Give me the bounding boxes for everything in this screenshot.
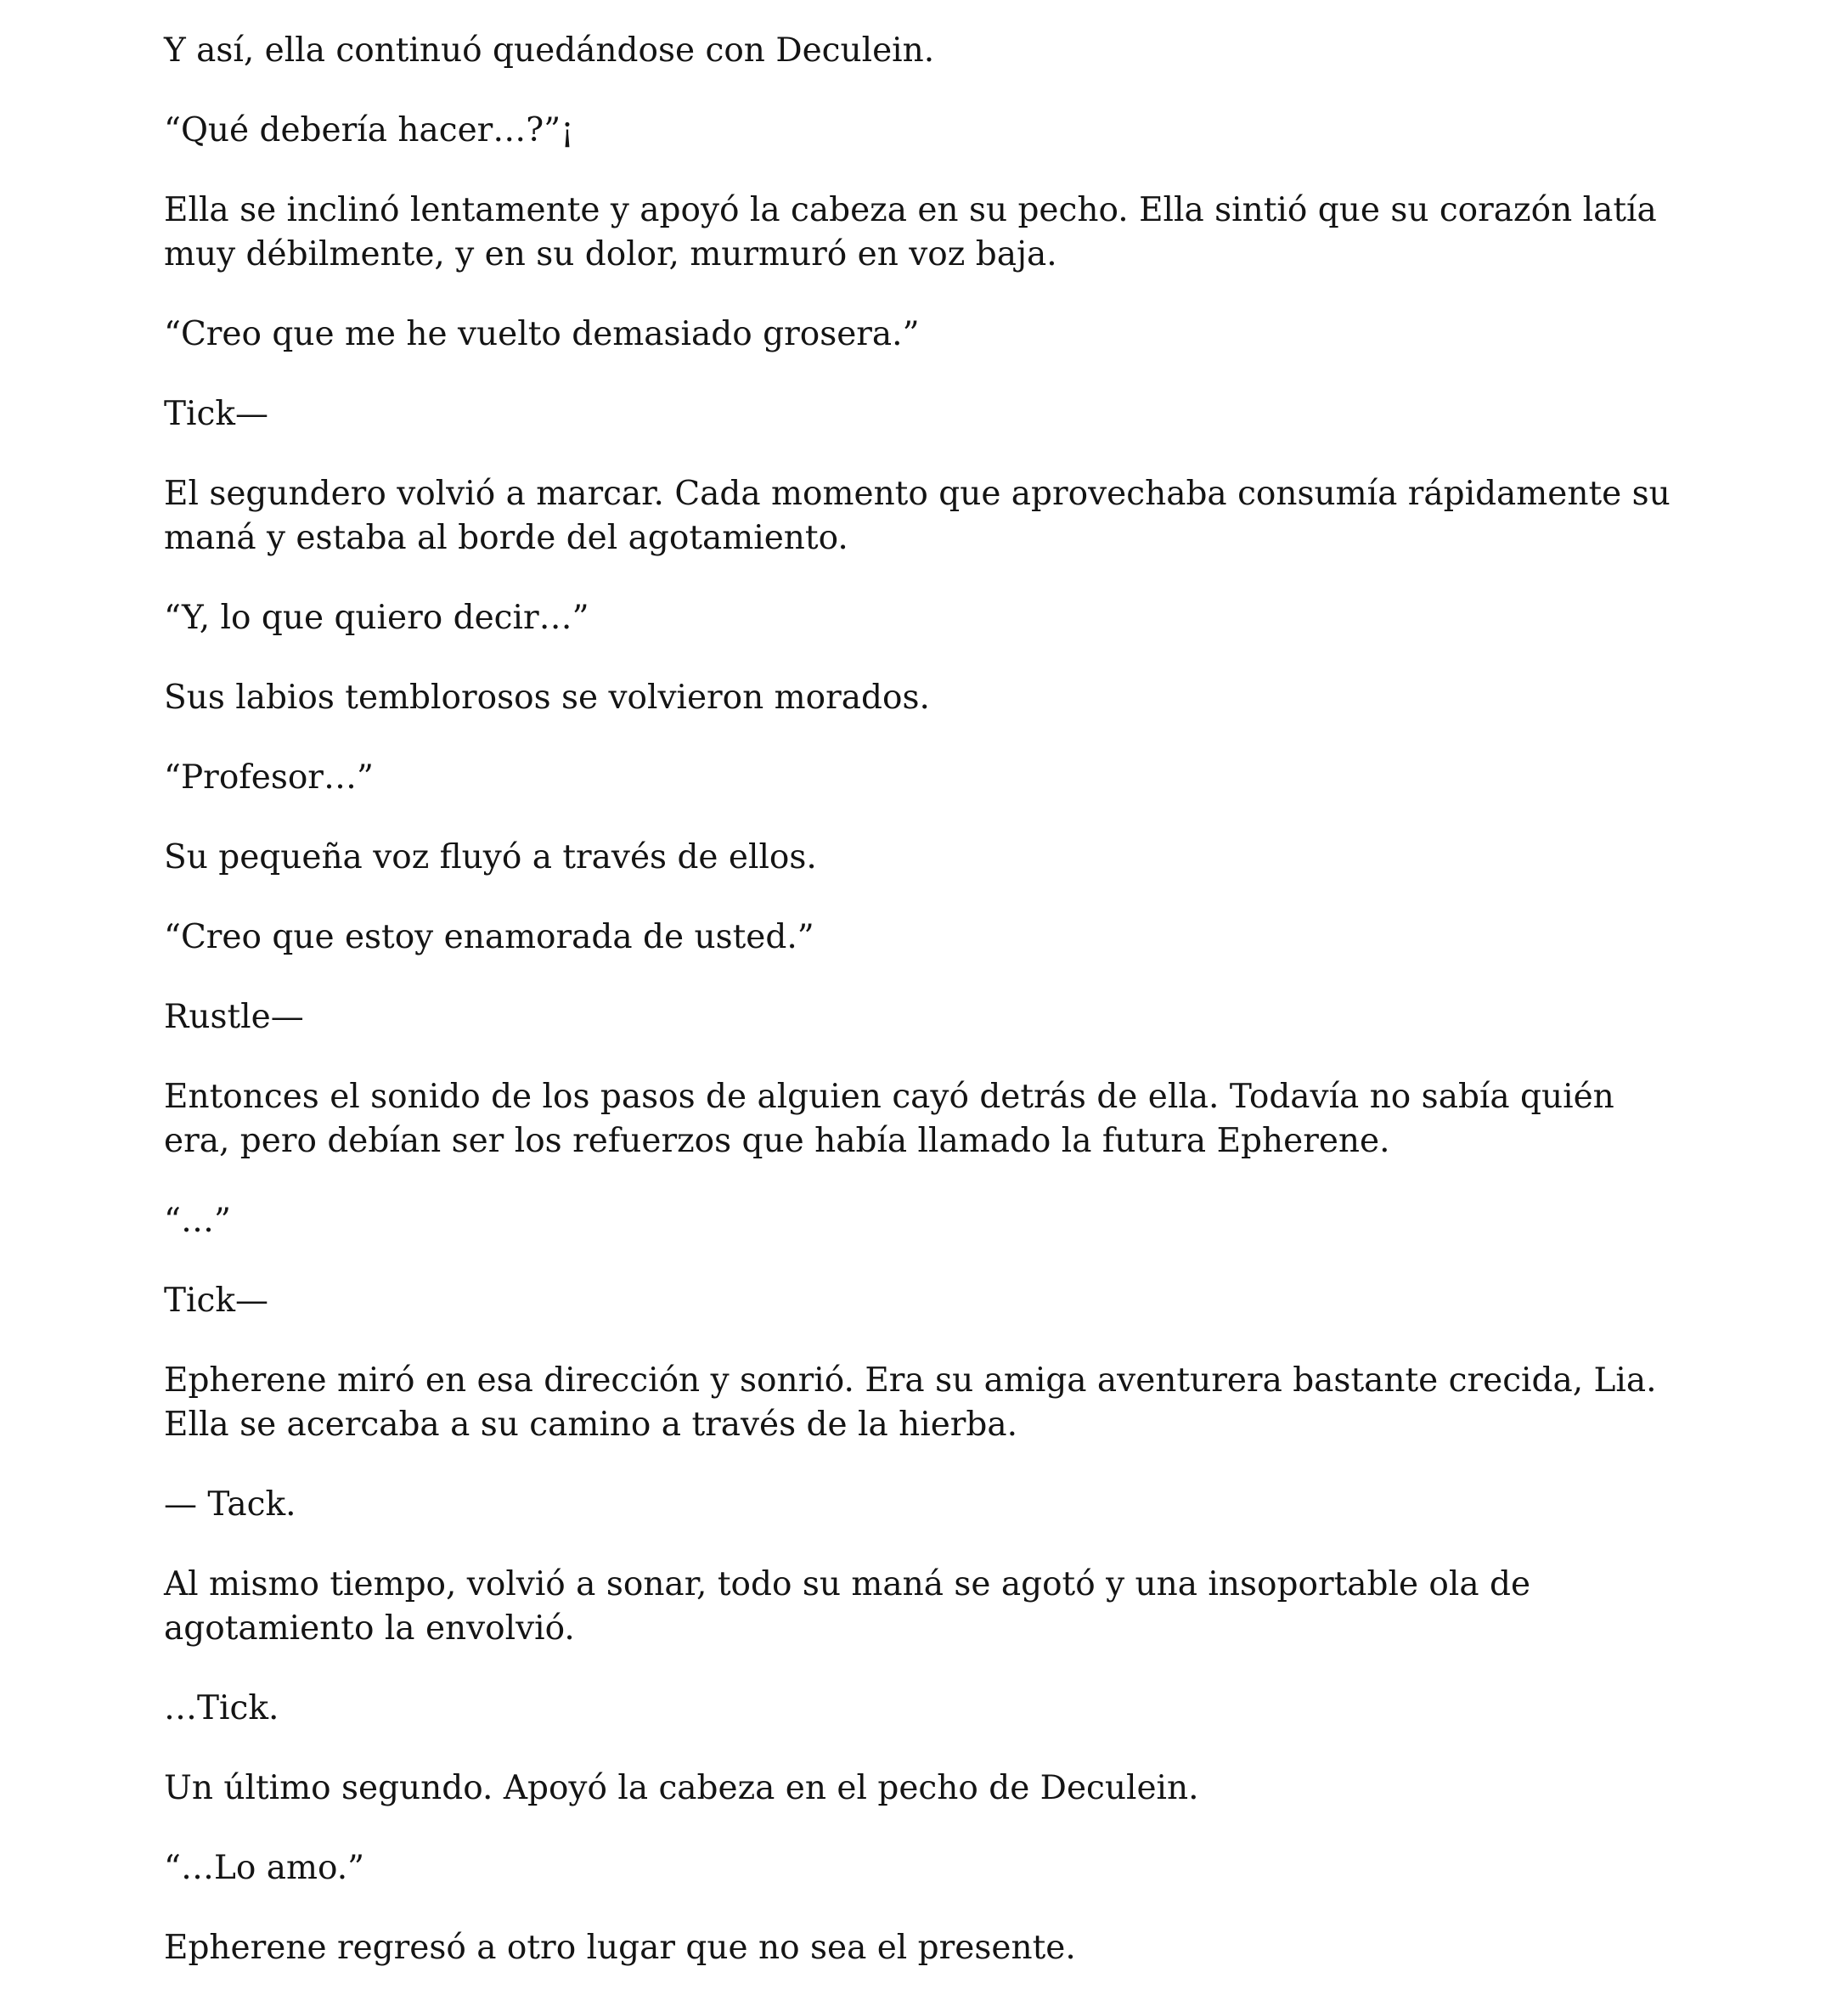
paragraph: Tick— — [164, 1282, 268, 1320]
paragraph: “…” — [164, 1202, 231, 1240]
paragraph: Su pequeña voz fluyó a través de ellos. — [164, 838, 817, 876]
paragraph: “Qué debería hacer…?”¡ — [164, 111, 574, 149]
paragraph: Tick— — [164, 395, 268, 433]
document-page — [164, 29, 1684, 2006]
paragraph: Y así, ella continuó quedándose con Deculein. — [164, 31, 935, 70]
paragraph: “Y, lo que quiero decir…” — [164, 599, 589, 637]
paragraph: El segundero volvió a marcar. Cada momento que aprovechaba consumía rápidamente su maná y estaba al borde del agotamiento. — [164, 475, 1671, 557]
paragraph: “Creo que estoy enamorada de usted.” — [164, 918, 814, 956]
paragraph: Epherene regresó a otro lugar que no sea el presente. — [164, 1929, 1076, 1967]
paragraph: Un último segundo. Apoyó la cabeza en el pecho de Deculein. — [164, 1769, 1199, 1807]
paragraph: “Profesor…” — [164, 758, 374, 797]
paragraph: — Tack. — [164, 1485, 296, 1524]
paragraph: Entonces el sonido de los pasos de alguien cayó detrás de ella. Todavía no sabía quién era, pero debían ser los refuerzos que había llamado la futura Epherene. — [164, 1078, 1614, 1160]
paragraph: “…Lo amo.” — [164, 1849, 365, 1887]
paragraph: Ella se inclinó lentamente y apoyó la cabeza en su pecho. Ella sintió que su corazón latía muy débilmente, y en su dolor, murmuró en voz baja. — [164, 191, 1657, 273]
paragraph: Epherene miró en esa dirección y sonrió. Era su amiga aventurera bastante crecida, Lia. Ella se acercaba a su camino a través de la hierba. — [164, 1361, 1657, 1444]
paragraph: Sus labios temblorosos se volvieron morados. — [164, 679, 930, 717]
paragraph: …Tick. — [164, 1689, 279, 1727]
paragraph: Rustle— — [164, 998, 304, 1036]
paragraph: “Creo que me he vuelto demasiado grosera.” — [164, 315, 920, 353]
paragraph: Al mismo tiempo, volvió a sonar, todo su maná se agotó y una insoportable ola de agotamiento la envolvió. — [164, 1565, 1531, 1648]
